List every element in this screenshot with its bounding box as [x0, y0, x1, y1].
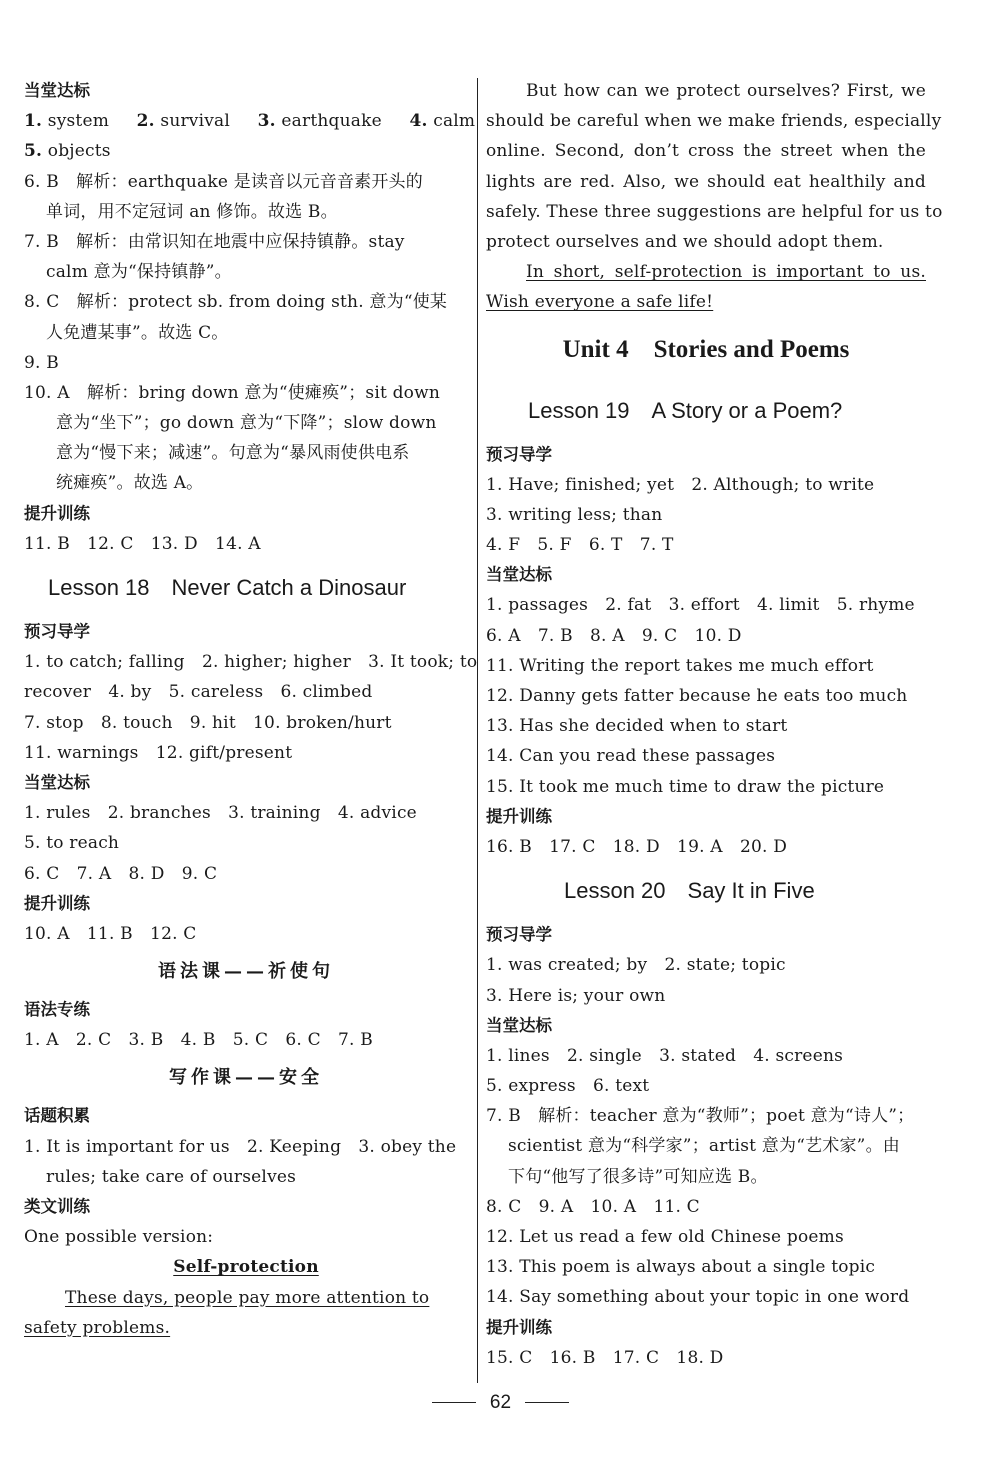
answer-line: 1. passages 2. fat 3. effort 4. limit 5. rhyme [486, 595, 915, 616]
answer-line: 10. A 11. B 12. C [24, 923, 197, 944]
lesson-title: Lesson 18 Never Catch a Dinosaur [48, 575, 407, 600]
column-divider [477, 78, 478, 1383]
answer-line: recover 4. by 5. careless 6. climbed [24, 682, 373, 703]
answer-line: 意为“慢下来；减速”。句意为“暴风雨使供电系 [56, 443, 410, 464]
grammar-lesson-title: 语法课——祈使句 [158, 961, 334, 983]
section-heading: 类文训练 [24, 1197, 90, 1216]
section-heading: 提升训练 [486, 1317, 552, 1337]
answer-line: 统瘫痪”。故选 A。 [56, 473, 204, 494]
answer-line: 16. B 17. C 18. D 19. A 20. D [486, 836, 788, 857]
answer-line: 8. C 解析：protect sb. from doing sth. 意为“使某 [24, 292, 448, 313]
answer-line: 1. rules 2. branches 3. training 4. advice [24, 803, 417, 824]
answer-line: 14. Say something about your topic in one word [486, 1287, 910, 1308]
right-column [486, 76, 943, 1373]
unit-title: Unit 4 Stories and Poems [562, 335, 850, 363]
essay-line: Wish everyone a safe life! [486, 292, 714, 313]
answer-line: 9. B [24, 352, 59, 373]
answer-line: 5. express 6. text [486, 1076, 650, 1097]
answer-line: 13. Has she decided when to start [486, 716, 788, 737]
answer-line: 单词，用不定冠词 an 修饰。故选 B。 [46, 201, 338, 222]
answer-line: 3. Here is; your own [486, 985, 666, 1006]
section-heading: 预习导学 [486, 925, 552, 945]
footer-rule-left [432, 1402, 476, 1403]
lesson-title: Lesson 20 Say It in Five [564, 878, 815, 904]
answer-line: 14. Can you read these passages [486, 746, 776, 767]
section-heading: 提升训练 [24, 503, 90, 523]
answer-line: 7. B 解析：由常识知在地震中应保持镇静。stay [24, 231, 405, 252]
answer-line: 1. to catch; falling 2. higher; higher 3. It took; to [24, 652, 478, 673]
answer-line: One possible version: [24, 1227, 214, 1248]
answer-line: 12. Danny gets fatter because he eats too much [486, 686, 908, 706]
essay-line: online. Second, don’t cross the street when the [486, 141, 926, 162]
answer-line: 3. writing less; than [486, 504, 663, 525]
answer-line: 1. A 2. C 3. B 4. B 5. C 6. C 7. B [24, 1030, 373, 1051]
answer-line: 6. A 7. B 8. A 9. C 10. D [486, 625, 742, 646]
answer-line: 8. C 9. A 10. A 11. C [486, 1196, 700, 1217]
section-heading: 提升训练 [24, 893, 90, 913]
answer-line: 11. Writing the report takes me much effort [486, 655, 874, 676]
essay-title: Self-protection [173, 1257, 319, 1278]
essay-line: These days, people pay more attention to [65, 1287, 430, 1308]
answer-line: 11. warnings 12. gift/present [24, 742, 293, 763]
answer-line: scientist 意为“科学家”；artist 意为“艺术家”。由 [508, 1136, 900, 1157]
writing-lesson-title: 写作课——安全 [169, 1067, 323, 1089]
answer-line: 意为“坐下”；go down 意为“下降”；slow down [56, 413, 437, 434]
answer-line: 1. Have; finished; yet 2. Although; to write [486, 474, 875, 495]
answer-line: 7. stop 8. touch 9. hit 10. broken/hurt [24, 712, 392, 733]
answer-line: 4. F 5. F 6. T 7. T [486, 535, 674, 556]
answer-line: 1. It is important for us 2. Keeping 3. obey the [24, 1136, 457, 1157]
answer-line: 10. A 解析：bring down 意为“使瘫痪”；sit down [24, 382, 441, 403]
answer-line: 15. It took me much time to draw the picture [486, 776, 885, 797]
answer-line: 13. This poem is always about a single topic [486, 1257, 876, 1278]
section-heading: 提升训练 [486, 806, 552, 826]
footer-rule-right [525, 1402, 569, 1403]
answer-line: 5. to reach [24, 833, 120, 854]
section-heading: 预习导学 [486, 444, 552, 464]
lesson-title: Lesson 19 A Story or a Poem? [528, 397, 843, 423]
answer-line: rules; take care of ourselves [46, 1166, 297, 1187]
answer-line: 1. lines 2. single 3. stated 4. screens [486, 1045, 844, 1066]
essay-line: In short, self-protection is important to us. [526, 262, 926, 283]
essay-line: safety problems. [24, 1317, 171, 1338]
answer-line: 6. C 7. A 8. D 9. C [24, 863, 218, 884]
page-number-footer [0, 1392, 1001, 1414]
essay-line: protect ourselves and we should adopt them. [486, 231, 884, 252]
answer-line: 6. B 解析：earthquake 是读音以元音音素开头的 [24, 171, 423, 192]
section-heading: 预习导学 [24, 622, 90, 641]
answer-line: 15. C 16. B 17. C 18. D [486, 1347, 724, 1368]
section-heading: 当堂达标 [486, 565, 552, 585]
section-heading: 话题积累 [24, 1106, 90, 1126]
answer-line: 12. Let us read a few old Chinese poems [486, 1227, 844, 1247]
answer-line: 11. B 12. C 13. D 14. A [24, 533, 261, 554]
section-heading: 当堂达标 [24, 81, 90, 100]
answer-line: 下句“他写了很多诗”可知应选 B。 [508, 1166, 768, 1187]
answer-line: 5. objects [24, 141, 111, 162]
answer-line: 人免遭某事”。故选 C。 [46, 322, 229, 343]
answer-line: calm 意为“保持镇静”。 [46, 262, 232, 283]
binding-edge [0, 430, 12, 1380]
answer-line: 1. system 2. survival 3. earthquake 4. calm [24, 111, 476, 132]
page-number: 62 [489, 1392, 512, 1413]
essay-line: should be careful when we make friends, especially [486, 111, 942, 132]
essay-line: But how can we protect ourselves? First, we [526, 81, 926, 101]
answer-line: 7. B 解析：teacher 意为“教师”；poet 意为“诗人”； [486, 1106, 915, 1127]
answer-line: 1. was created; by 2. state; topic [486, 955, 786, 976]
left-column [24, 76, 478, 1343]
essay-line: safely. These three suggestions are helpful for us to [486, 201, 943, 222]
section-heading: 语法专练 [24, 1000, 90, 1020]
essay-line: lights are red. Also, we should eat healthily and [486, 171, 926, 192]
section-heading: 当堂达标 [24, 772, 90, 792]
section-heading: 当堂达标 [486, 1015, 552, 1035]
